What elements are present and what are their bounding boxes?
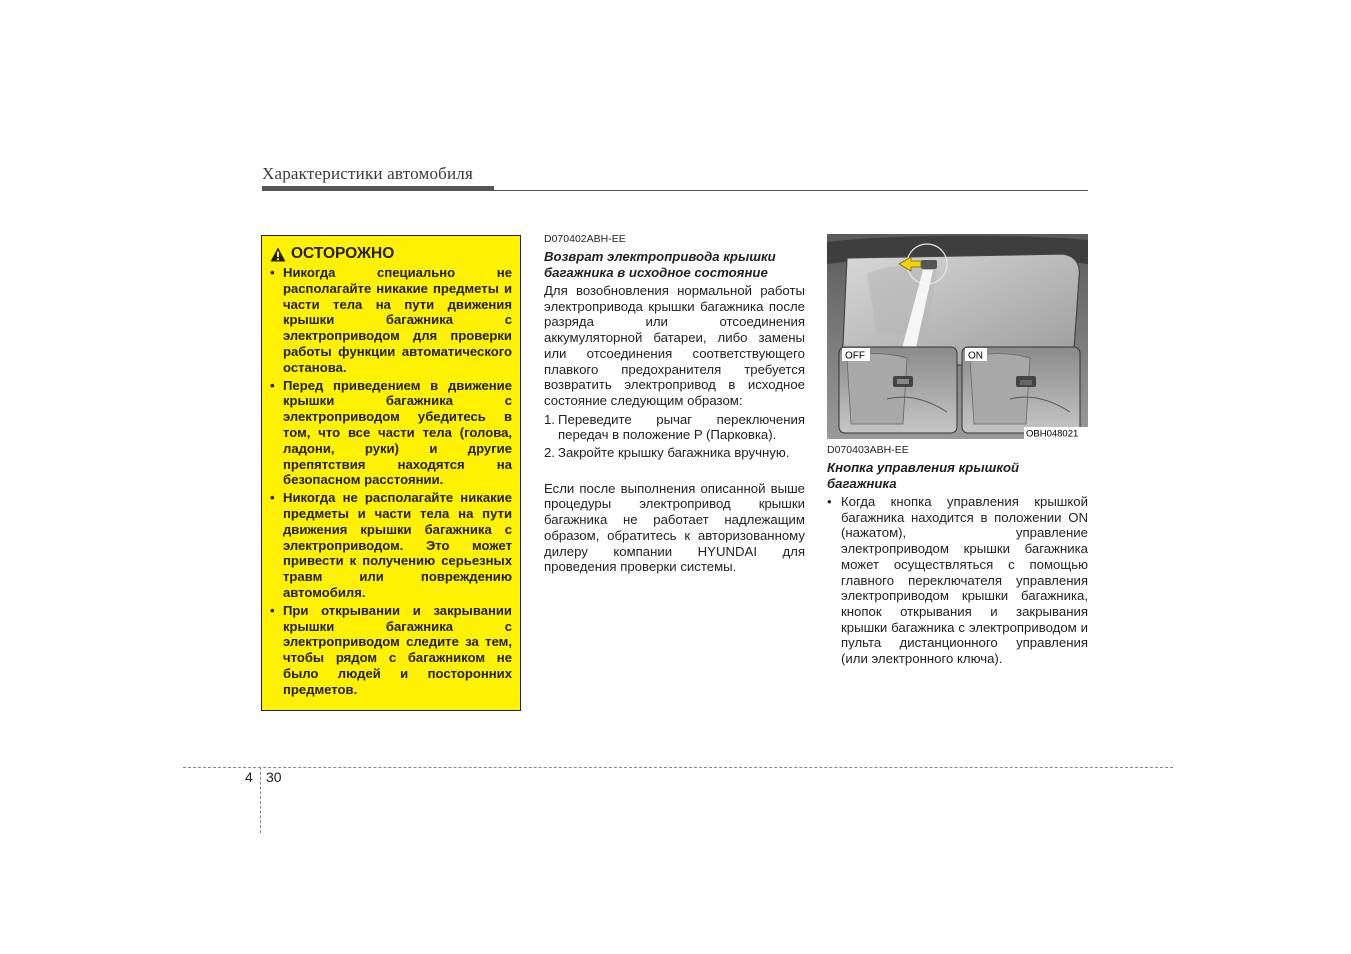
note-paragraph: Если после выполнения описанной выше процедуры электропривод крышки багажника не работает надлежащим образом, обратитесь к авторизованному дилеру компании HYUNDAI для проведения проверки системы. xyxy=(544,480,805,575)
steps-list xyxy=(544,412,805,461)
on-button-face xyxy=(1020,380,1032,385)
off-label: OFF xyxy=(845,350,865,362)
section-number: 4 xyxy=(245,769,253,785)
off-inset-panel xyxy=(847,354,907,424)
step-text: Закройте крышку багажника вручную. xyxy=(558,445,790,461)
step-item xyxy=(544,412,805,443)
on-inset-panel xyxy=(970,354,1030,424)
middle-column xyxy=(544,233,805,575)
caution-list xyxy=(270,265,512,698)
trunk-button-illustration xyxy=(827,234,1088,439)
caution-box xyxy=(261,235,521,711)
on-label: ON xyxy=(968,350,983,362)
caution-item: • Никогда не располагайте никакие предметы и части тела на пути движения крышки багажника с электроприводом. Это может привести к получению серьезных травм или повреждению автомобиля. xyxy=(270,490,512,601)
right-bullets xyxy=(827,494,1088,667)
step-text: Переведите рычаг переключения передач в положение P (Парковка). xyxy=(558,411,805,443)
bullet-item: • Когда кнопка управления крышкой багажника находится в положении ON (нажатом), управление электроприводом крышки багажника может осуществляться с помощью главного переключателя управления электроприводом крышки багажника, кнопок открывания и закрывания крышки багажника с электроприводом и пульта дистанционного управления (или электронного ключа). xyxy=(827,494,1088,667)
off-button-face xyxy=(897,379,909,384)
section-code: D070402ABH-EE xyxy=(544,233,626,245)
section-code: D070403ABH-EE xyxy=(827,444,909,456)
right-column xyxy=(827,444,1088,667)
trunk-button xyxy=(921,260,937,269)
footer-dashed-divider xyxy=(260,767,261,833)
step-number: 2. xyxy=(544,445,555,461)
page-number: 30 xyxy=(266,769,282,785)
caution-title: ОСТОРОЖНО xyxy=(291,245,395,262)
caution-item: • Перед приведением в движение крышки багажника с электроприводом убедитесь в том, что все части тела (голова, ладони, руки) и другие препятствия находятся на безопасном расстоянии. xyxy=(270,378,512,489)
footer-dashed-rule xyxy=(183,767,1173,768)
header-rule xyxy=(262,190,1088,191)
caution-item: • Никогда специально не располагайте никакие предметы и части тела на пути движения крышки багажника с электроприводом для проверки работы функции автоматического останова. xyxy=(270,265,512,376)
step-number: 1. xyxy=(544,411,555,427)
warning-triangle-icon xyxy=(270,247,286,262)
section-heading: Кнопка управления крышкой багажника xyxy=(827,460,1020,491)
page-title: Характеристики автомобиля xyxy=(262,164,473,183)
intro-paragraph: Для возобновления нормальной работы электропривода крышки багажника после разряда или отсоединения аккумуляторной батареи, либо замены или отсоединения соответствующего плавкого предохранителя требуется возвратить электропривод в исходное состояние следующим образом: xyxy=(544,283,805,408)
section-heading: Возврат электропривода крышки багажника в исходное состояние xyxy=(544,249,776,280)
caution-item: • При открывании и закрывании крышки багажника с электроприводом следите за тем, чтобы рядом с багажником не было людей и посторонних предметов. xyxy=(270,603,512,698)
figure-code: OBH048021 xyxy=(1026,428,1079,439)
caution-heading xyxy=(270,245,512,263)
step-item xyxy=(544,445,805,461)
